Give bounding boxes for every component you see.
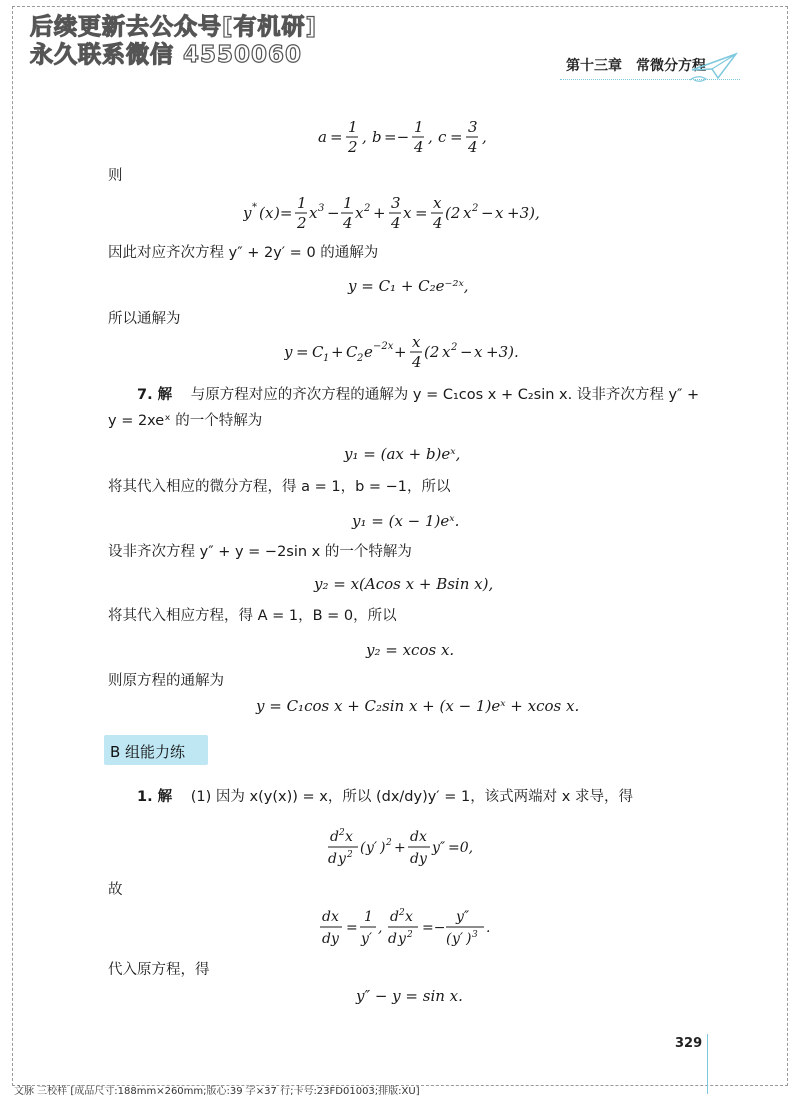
svg-text:+: +	[331, 343, 344, 361]
svg-text:): )	[380, 840, 386, 856]
paragraph-substitute-1: 将其代入相应的微分方程，得 a = 1，b = −1，所以	[108, 479, 451, 495]
svg-text:x: x	[463, 204, 472, 222]
watermark-line-2: 永久联系微信 4550060	[30, 42, 303, 68]
svg-text:−2x: −2x	[373, 341, 394, 352]
svg-text:1: 1	[297, 194, 307, 212]
svg-text:=−: =−	[384, 128, 410, 146]
svg-text:x: x	[403, 204, 412, 222]
problem-1-block	[137, 787, 633, 807]
svg-text:x: x	[345, 829, 353, 845]
svg-text:,: ,	[362, 128, 367, 146]
problem-1-text: (1) 因为 x(y(x)) = x，所以 (dx/dy)y′ = 1，该式两端对 x 求导，得	[190, 789, 633, 805]
svg-text:4: 4	[391, 214, 401, 232]
equation-derivative	[328, 826, 498, 875]
svg-text:4: 4	[433, 214, 443, 232]
svg-text:c: c	[438, 128, 447, 146]
svg-text:2: 2	[348, 138, 358, 156]
svg-text:x: x	[331, 909, 339, 925]
svg-text:1: 1	[348, 118, 358, 136]
svg-text:1: 1	[414, 118, 424, 136]
equation-final-general-solution: y = C₁cos x + C₂sin x + (x − 1)eˣ + xcos x.	[256, 697, 580, 715]
equation-y2-form: y₂ = x(Acos x + Bsin x),	[314, 575, 494, 593]
equation-abc	[318, 118, 498, 163]
svg-text:x: x	[419, 829, 427, 845]
svg-text:x: x	[355, 204, 364, 222]
svg-text:y: y	[338, 851, 346, 867]
svg-text:x: x	[442, 343, 451, 361]
svg-text:x: x	[405, 909, 413, 925]
svg-text:(2: (2	[424, 343, 440, 361]
problem-7-block	[137, 385, 699, 405]
svg-text:2: 2	[339, 828, 345, 838]
svg-text:3: 3	[468, 118, 478, 136]
svg-text:x: x	[412, 333, 421, 351]
svg-text:=: =	[450, 128, 463, 146]
svg-text:2: 2	[297, 214, 307, 232]
svg-text:y: y	[284, 343, 293, 361]
equation-homogeneous-solution: y = C₁ + C₂e⁻²ˣ,	[348, 277, 469, 295]
svg-text:y′: y′	[361, 931, 373, 947]
svg-text:2: 2	[451, 342, 458, 353]
svg-text:a: a	[318, 128, 327, 146]
svg-text:): )	[466, 931, 472, 947]
svg-text:x: x	[474, 343, 483, 361]
svg-text:3: 3	[472, 930, 478, 940]
svg-text:1: 1	[343, 194, 353, 212]
svg-text:)=: )=	[274, 204, 293, 222]
svg-text:(2: (2	[445, 204, 461, 222]
svg-text:−: −	[460, 343, 473, 361]
svg-text:y″: y″	[456, 909, 470, 925]
paragraph-general-solution-intro: 则原方程的通解为	[108, 673, 224, 689]
svg-text:−: −	[481, 204, 494, 222]
svg-text:C: C	[346, 343, 358, 361]
svg-text:x: x	[309, 204, 318, 222]
svg-text:2: 2	[357, 353, 364, 364]
svg-text:(: (	[446, 931, 452, 947]
svg-text:4: 4	[343, 214, 353, 232]
header-rule	[560, 79, 740, 80]
svg-text:y″: y″	[432, 840, 446, 856]
svg-text:y: y	[331, 931, 339, 947]
svg-text:y: y	[243, 204, 252, 222]
svg-text:d: d	[322, 909, 331, 925]
paragraph-general: 所以通解为	[108, 311, 181, 327]
svg-text:=−: =−	[422, 920, 446, 936]
paragraph-substitute-3: 代入原方程，得	[108, 962, 210, 978]
paragraph-homogeneous: 因此对应齐次方程 y″ + 2y′ = 0 的通解为	[108, 245, 379, 261]
svg-text:+: +	[394, 840, 406, 856]
svg-text:2: 2	[386, 838, 392, 848]
svg-text:1: 1	[323, 353, 330, 364]
svg-text:+3).: +3).	[486, 343, 519, 361]
problem-7-text-2: y = 2xeˣ 的一个特解为	[108, 413, 263, 429]
svg-text:=: =	[415, 204, 428, 222]
svg-text:+3),: +3),	[507, 204, 540, 222]
proof-info: 文脉 三校样 [成品尺寸:188mm×260mm;版心:39 字×37 行;卡号:23FD01003;排版:XU]	[14, 1086, 420, 1097]
svg-text:=0,: =0,	[448, 840, 474, 856]
svg-text:.: .	[486, 920, 491, 936]
svg-text:−: −	[327, 204, 340, 222]
watermark-line-1: 后续更新去公众号[有机研]	[30, 14, 318, 40]
svg-text:y′: y′	[452, 931, 464, 947]
equation-inverse-derivatives	[320, 906, 520, 955]
equation-general-solution	[284, 333, 544, 378]
svg-text:3: 3	[391, 194, 401, 212]
section-b-title: B 组能力练	[110, 743, 186, 761]
svg-text:y′: y′	[366, 840, 378, 856]
svg-text:4: 4	[414, 138, 424, 156]
svg-text:d: d	[390, 909, 399, 925]
svg-text:=: =	[346, 920, 358, 936]
svg-text:d: d	[410, 829, 419, 845]
svg-text:,: ,	[378, 920, 383, 936]
svg-text:2: 2	[364, 203, 371, 214]
paragraph-hence: 故	[108, 882, 123, 898]
svg-text:2: 2	[347, 850, 353, 860]
svg-text:d: d	[388, 931, 397, 947]
svg-text:3: 3	[318, 203, 325, 214]
svg-text:d: d	[322, 931, 331, 947]
svg-text:y: y	[398, 931, 406, 947]
paragraph-substitute-2: 将其代入相应方程，得 A = 1，B = 0，所以	[108, 608, 397, 624]
svg-text:x: x	[433, 194, 442, 212]
equation-y1: y₁ = (x − 1)eˣ.	[352, 512, 460, 530]
svg-text:4: 4	[468, 138, 478, 156]
svg-text:d: d	[328, 851, 337, 867]
svg-text:y: y	[419, 851, 427, 867]
svg-text:d: d	[330, 829, 339, 845]
svg-text:+: +	[394, 343, 407, 361]
svg-text:C: C	[312, 343, 324, 361]
equation-transformed: y″ − y = sin x.	[356, 987, 463, 1005]
equation-y2: y₂ = xcos x.	[366, 641, 455, 659]
svg-text:1: 1	[364, 909, 373, 925]
svg-text:(: (	[360, 840, 366, 856]
svg-text:d: d	[410, 851, 419, 867]
svg-text:2: 2	[399, 908, 405, 918]
svg-text:b: b	[372, 128, 382, 146]
svg-text:4: 4	[412, 353, 422, 371]
svg-text:e: e	[364, 343, 373, 361]
problem-1-number: 1. 解	[137, 789, 173, 805]
problem-7-number: 7. 解	[137, 387, 173, 403]
problem-7-text-1: 与原方程对应的齐次方程的通解为 y = C₁cos x + C₂sin x. 设非齐次方程 y″ +	[190, 387, 700, 403]
paragraph-then: 则	[108, 168, 123, 184]
equation-particular	[243, 194, 583, 239]
svg-text:,: ,	[428, 128, 433, 146]
page-number: 329	[675, 1036, 703, 1051]
svg-text:2: 2	[472, 203, 479, 214]
paragraph-set-nonhomogeneous: 设非齐次方程 y″ + y = −2sin x 的一个特解为	[108, 544, 412, 560]
page-number-rule	[707, 1034, 708, 1094]
svg-text:x: x	[265, 204, 274, 222]
svg-text:*: *	[252, 202, 257, 213]
equation-y1-form: y₁ = (ax + b)eˣ,	[344, 445, 461, 463]
svg-text:+: +	[373, 204, 386, 222]
svg-text:=: =	[296, 343, 309, 361]
svg-text:2: 2	[407, 930, 413, 940]
svg-text:=: =	[330, 128, 343, 146]
svg-text:(: (	[259, 204, 265, 222]
chapter-title: 第十三章 常微分方程	[566, 58, 706, 74]
svg-text:,: ,	[482, 128, 487, 146]
svg-text:x: x	[495, 204, 504, 222]
